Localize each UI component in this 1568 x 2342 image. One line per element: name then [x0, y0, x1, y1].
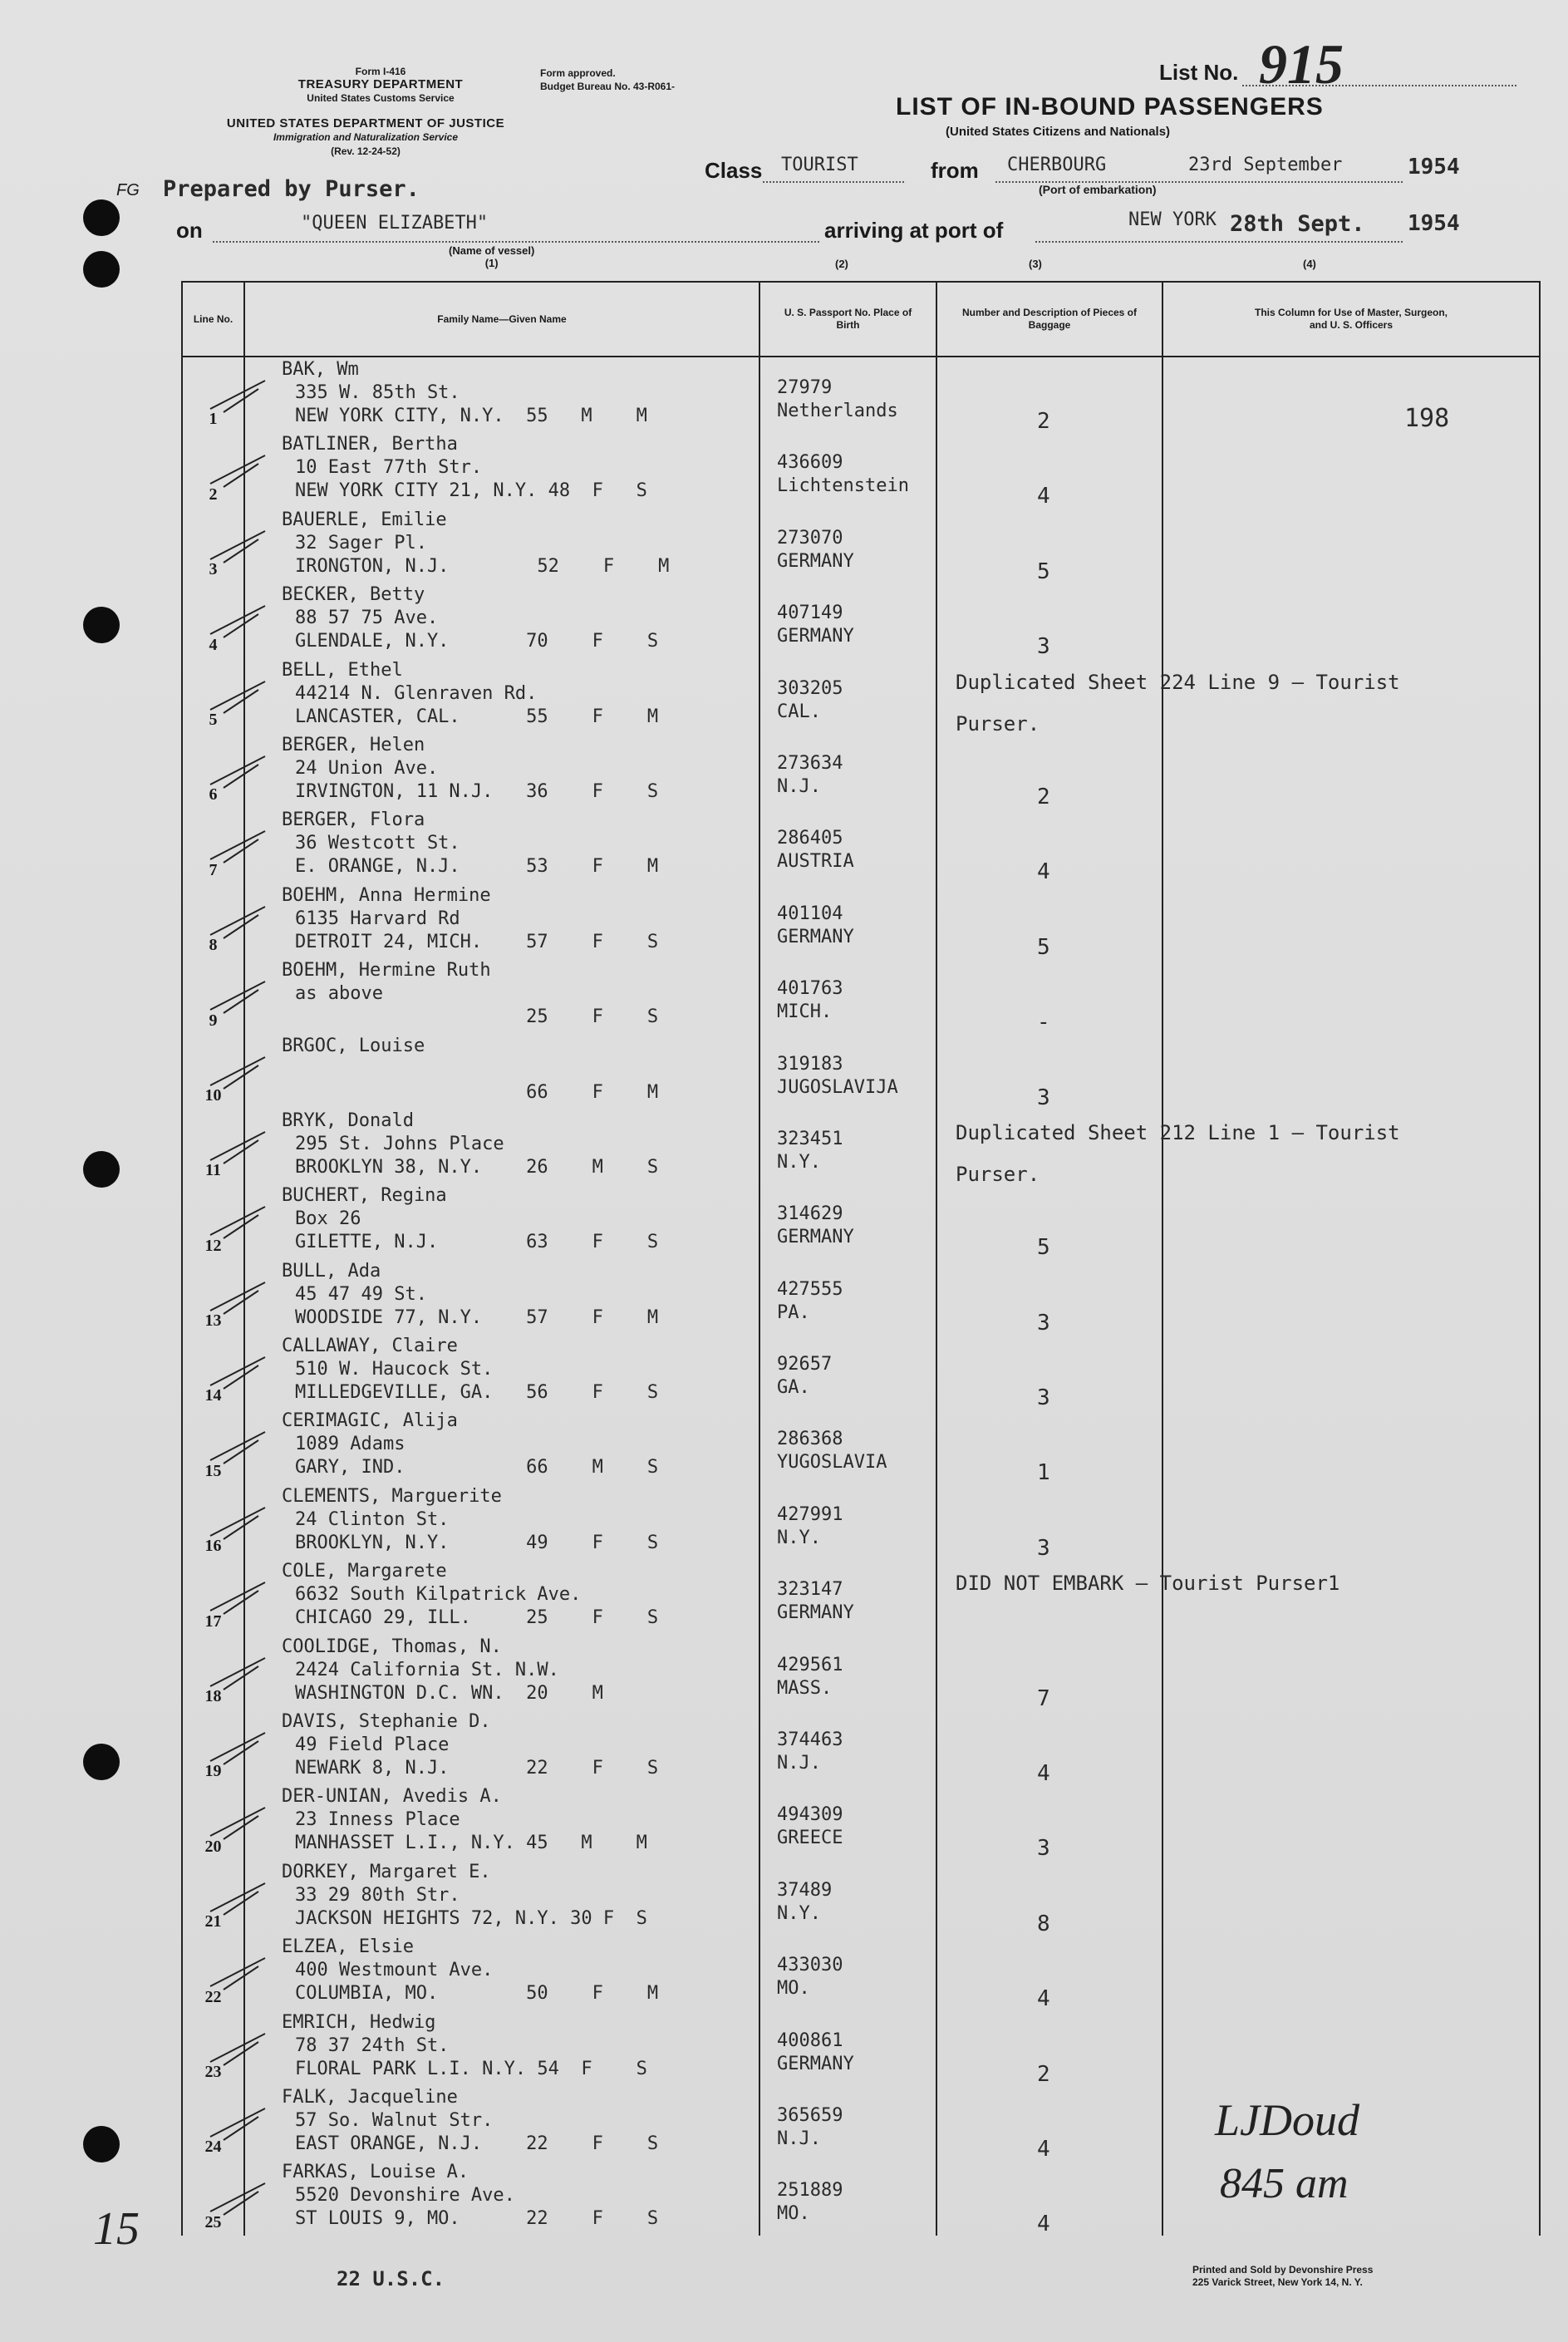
table-row — [182, 1484, 1540, 1559]
line-number: 15 — [204, 1461, 222, 1480]
passenger-city-age-sex-status: E. ORANGE, N.J. 53 F M — [295, 856, 659, 878]
header-officers: This Column for Use of Master, Surgeon, and U. S. Officers — [1162, 282, 1540, 357]
passenger-city-age-sex-status: 25 F S — [295, 1006, 659, 1028]
arrival-date: 28th Sept. — [1230, 211, 1365, 237]
passenger-city-age-sex-status: MANHASSET L.I., N.Y. 45 M M — [295, 1833, 647, 1854]
passport-number: 251889 — [777, 2180, 843, 2202]
passport-number: 407149 — [777, 603, 843, 624]
passenger-name: CERIMAGIC, Alija — [282, 1410, 458, 1432]
table-row — [182, 658, 1540, 733]
check-mark-icon — [207, 902, 273, 942]
baggage-count: 4 — [1037, 1986, 1050, 2012]
line-number: 23 — [204, 2062, 222, 2081]
place-of-birth: MASS. — [777, 1677, 833, 1699]
passenger-city-age-sex-status: IRONGTON, N.J. 52 F M — [295, 555, 670, 577]
passport-number: 273070 — [777, 527, 843, 549]
list-no-label: List No. — [1159, 60, 1239, 85]
passenger-city-age-sex-status: 66 F M — [295, 1081, 659, 1103]
passenger-address: 49 Field Place — [295, 1734, 450, 1756]
passport-number: 92657 — [777, 1354, 833, 1375]
place-of-birth: MO. — [777, 2203, 810, 2225]
place-of-birth: N.J. — [777, 775, 821, 797]
passenger-address: 23 Inness Place — [295, 1809, 460, 1831]
check-mark-icon — [207, 1277, 273, 1317]
line-number: 18 — [204, 1687, 222, 1706]
passenger-city-age-sex-status: BROOKLYN, N.Y. 49 F S — [295, 1532, 659, 1553]
passenger-address: 5520 Devonshire Ave. — [295, 2185, 515, 2207]
passenger-city-age-sex-status: GLENDALE, N.Y. 70 F S — [295, 631, 659, 652]
passenger-name: BERGER, Flora — [282, 809, 425, 831]
line-number: 4 — [209, 635, 218, 654]
customs-service: United States Customs Service — [307, 92, 455, 104]
table-row — [182, 432, 1540, 507]
passport-number: 314629 — [777, 1203, 843, 1225]
passenger-city-age-sex-status: FLORAL PARK L.I. N.Y. 54 F S — [295, 2058, 647, 2079]
ins-service: Immigration and Naturalization Service — [273, 131, 459, 143]
passenger-name: BELL, Ethel — [282, 659, 403, 681]
line-number: 10 — [204, 1085, 222, 1105]
passenger-address: 24 Clinton St. — [295, 1508, 450, 1530]
passport-number: 286368 — [777, 1429, 843, 1450]
officer-note: 198 — [1404, 404, 1450, 433]
class-label: Class — [705, 158, 763, 183]
punch-hole — [83, 2126, 120, 2162]
passenger-table — [181, 281, 1541, 2236]
list-number: 915 — [1259, 32, 1344, 96]
table-row — [182, 1784, 1540, 1859]
check-mark-icon — [207, 1427, 273, 1467]
baggage-count: 2 — [1037, 2061, 1050, 2087]
place-of-birth: GERMANY — [777, 550, 854, 572]
header-name: Family Name—Given Name — [244, 282, 759, 357]
place-of-birth: Lichtenstein — [777, 475, 909, 497]
fg-mark: FG — [116, 181, 140, 199]
passenger-address: 44214 N. Glenraven Rd. — [295, 682, 538, 704]
baggage-count: 3 — [1037, 1310, 1050, 1336]
check-mark-icon — [207, 1202, 273, 1242]
passenger-city-age-sex-status: CHICAGO 29, ILL. 25 F S — [295, 1607, 659, 1629]
col-num-3: (3) — [1029, 258, 1042, 270]
passenger-city-age-sex-status: WOODSIDE 77, N.Y. 57 F M — [295, 1306, 659, 1328]
baggage-count: 3 — [1037, 1085, 1050, 1110]
check-mark-icon — [207, 526, 273, 566]
passenger-name: BULL, Ada — [282, 1260, 381, 1282]
passenger-address: 24 Union Ave. — [295, 757, 439, 779]
baggage-count: 2 — [1037, 784, 1050, 809]
table-header-row — [182, 282, 1540, 357]
vessel-caption — [449, 244, 534, 269]
passenger-city-age-sex-status: COLUMBIA, MO. 50 F M — [295, 1983, 659, 2005]
table-row — [182, 1860, 1540, 1935]
passport-number: 365659 — [777, 2104, 843, 2126]
passport-number: 374463 — [777, 1729, 843, 1751]
passport-number: 427991 — [777, 1503, 843, 1525]
table-row — [182, 508, 1540, 583]
passenger-city-age-sex-status: EAST ORANGE, N.J. 22 F S — [295, 2133, 659, 2154]
passenger-name: BAK, Wm — [282, 359, 359, 380]
baggage-count: 3 — [1037, 1836, 1050, 1862]
table-row — [182, 883, 1540, 958]
year-arrival: 1954 — [1408, 211, 1460, 236]
from-port: CHERBOURG — [1007, 155, 1107, 175]
passport-number: 37489 — [777, 1879, 833, 1901]
port-embarkation-label: (Port of embarkation) — [1039, 183, 1157, 196]
passenger-name: BATLINER, Bertha — [282, 434, 458, 455]
check-mark-icon — [207, 1953, 273, 1993]
table-row — [182, 1259, 1540, 1334]
place-of-birth: GA. — [777, 1377, 810, 1399]
table-row — [182, 1109, 1540, 1183]
table-row — [182, 733, 1540, 808]
baggage-count: 5 — [1037, 934, 1050, 960]
line-number: 16 — [204, 1537, 222, 1556]
check-mark-icon — [207, 826, 273, 866]
table-row — [182, 1409, 1540, 1483]
line-number: 25 — [204, 2212, 222, 2231]
line-number: 8 — [209, 936, 218, 955]
passenger-name: ELZEA, Elsie — [282, 1936, 414, 1958]
passenger-address: Box 26 — [295, 1208, 361, 1230]
passport-number: 433030 — [777, 1955, 843, 1976]
prepared-by: Prepared by Purser. — [163, 176, 420, 202]
passenger-name: COOLIDGE, Thomas, N. — [282, 1636, 502, 1657]
page-subtitle: (United States Citizens and Nationals) — [946, 125, 1171, 139]
header-line-no: Line No. — [182, 282, 244, 357]
table-row — [182, 1635, 1540, 1710]
passenger-name: BUCHERT, Regina — [282, 1185, 447, 1207]
arrival-port: NEW YORK — [1128, 209, 1217, 230]
table-row — [182, 808, 1540, 883]
passenger-name: BRGOC, Louise — [282, 1035, 425, 1056]
check-mark-icon — [207, 601, 273, 641]
passport-number: 273634 — [777, 752, 843, 774]
place-of-birth: N.Y. — [777, 1902, 821, 1924]
line-number: 5 — [209, 710, 218, 729]
check-mark-icon — [207, 2178, 273, 2218]
form-header-left — [273, 65, 489, 105]
passenger-address: 1089 Adams — [295, 1434, 406, 1455]
place-of-birth: JUGOSLAVIJA — [777, 1076, 898, 1098]
passenger-address: 45 47 49 St. — [295, 1283, 427, 1305]
passenger-address: 295 St. Johns Place — [295, 1133, 504, 1154]
table-row — [182, 1710, 1540, 1784]
place-of-birth: GERMANY — [777, 1602, 854, 1624]
revision: (Rev. 12-24-52) — [331, 145, 401, 157]
passport-number: 401763 — [777, 978, 843, 1000]
baggage-count: 5 — [1037, 1235, 1050, 1261]
passenger-city-age-sex-status: NEW YORK CITY 21, N.Y. 48 F S — [295, 480, 647, 502]
treasury-dept: TREASURY DEPARTMENT — [297, 77, 464, 91]
budget-number: Budget Bureau No. 43-R061- — [540, 81, 676, 92]
table-row — [182, 1559, 1540, 1634]
line-number: 21 — [204, 1912, 222, 1931]
passenger-address: 33 29 80th Str. — [295, 1884, 460, 1906]
passenger-city-age-sex-status: JACKSON HEIGHTS 72, N.Y. 30 F S — [295, 1907, 647, 1929]
passenger-name: FALK, Jacqueline — [282, 2086, 458, 2108]
passenger-address: as above — [295, 983, 383, 1005]
passenger-address: 400 Westmount Ave. — [295, 1960, 494, 1981]
passenger-name: COLE, Margarete — [282, 1561, 447, 1582]
form-approval — [540, 66, 675, 93]
passport-number: 286405 — [777, 828, 843, 849]
passenger-city-age-sex-status: GARY, IND. 66 M S — [295, 1457, 659, 1479]
line-number: 2 — [209, 485, 218, 504]
check-mark-icon — [207, 450, 273, 490]
passport-number: 429561 — [777, 1654, 843, 1675]
line-number: 17 — [204, 1611, 222, 1631]
passenger-address: 510 W. Haucock St. — [295, 1359, 494, 1380]
line-number: 13 — [204, 1311, 222, 1331]
vessel-name: "QUEEN ELIZABETH" — [301, 213, 489, 234]
printer-line-1: Printed and Sold by Devonshire Press — [1192, 2264, 1374, 2276]
baggage-count: - — [1037, 1010, 1050, 1036]
place-of-birth: N.Y. — [777, 1527, 821, 1548]
arriving-label: arriving at port of — [824, 218, 1004, 243]
baggage-count: 5 — [1037, 558, 1050, 584]
col-num-1: (1) — [484, 257, 499, 269]
passenger-name: CLEMENTS, Marguerite — [282, 1485, 502, 1507]
passenger-address: 10 East 77th Str. — [295, 457, 483, 479]
justice-dept: UNITED STATES DEPARTMENT OF JUSTICE — [226, 116, 505, 130]
passport-number: 303205 — [777, 677, 843, 699]
place-of-birth: GERMANY — [777, 626, 854, 647]
passenger-address: 2424 California St. N.W. — [295, 1659, 559, 1680]
line-number: 20 — [204, 1837, 222, 1856]
passport-number: 323451 — [777, 1128, 843, 1149]
place-of-birth: PA. — [777, 1301, 810, 1323]
class-value: TOURIST — [781, 155, 858, 175]
place-of-birth: MICH. — [777, 1001, 833, 1023]
baggage-count: 4 — [1037, 2212, 1050, 2237]
place-of-birth: MO. — [777, 1978, 810, 2000]
check-mark-icon — [207, 977, 273, 1016]
line-number: 24 — [204, 2138, 222, 2157]
passenger-address: 36 Westcott St. — [295, 833, 460, 854]
officer-note: Duplicated Sheet 212 Line 1 — Tourist Purser. — [956, 1120, 1400, 1186]
check-mark-icon — [207, 1127, 273, 1167]
passenger-address: 335 W. 85th St. — [295, 382, 460, 403]
printer-credit — [1192, 2264, 1373, 2289]
baggage-count: 7 — [1037, 1685, 1050, 1711]
from-label: from — [931, 158, 979, 183]
col-num-2: (2) — [835, 258, 848, 270]
table-row — [182, 2010, 1540, 2085]
inspection-time: 845 am — [1220, 2160, 1349, 2207]
check-mark-icon — [207, 1577, 273, 1617]
table-row — [182, 357, 1540, 432]
passenger-address: 6135 Harvard Rd — [295, 908, 460, 929]
punch-hole — [83, 251, 120, 288]
line-number: 12 — [204, 1236, 222, 1255]
place-of-birth: GERMANY — [777, 926, 854, 947]
punch-hole — [83, 199, 120, 236]
passenger-name: BAUERLE, Emilie — [282, 509, 447, 530]
place-of-birth: N.Y. — [777, 1151, 821, 1173]
inspector-initials: LJDoud — [1215, 2095, 1359, 2145]
passport-number: 319183 — [777, 1053, 843, 1075]
on-label: on — [176, 218, 203, 243]
baggage-count: 3 — [1037, 634, 1050, 660]
place-of-birth: YUGOSLAVIA — [777, 1452, 887, 1474]
header-passport: U. S. Passport No. Place of Birth — [759, 282, 936, 357]
table-row — [182, 1183, 1540, 1258]
passenger-city-age-sex-status: MILLEDGEVILLE, GA. 56 F S — [295, 1382, 659, 1404]
passenger-city-age-sex-status: IRVINGTON, 11 N.J. 36 F S — [295, 780, 659, 802]
passenger-address: 78 37 24th St. — [295, 2034, 450, 2056]
table-row — [182, 1034, 1540, 1109]
passenger-city-age-sex-status: NEW YORK CITY, N.Y. 55 M M — [295, 406, 647, 426]
col-num-4: (4) — [1303, 258, 1316, 270]
punch-hole — [83, 1151, 120, 1188]
table-row — [182, 583, 1540, 657]
place-of-birth: GERMANY — [777, 2053, 854, 2074]
passenger-address: 88 57 75 Ave. — [295, 608, 439, 629]
passenger-city-age-sex-status: DETROIT 24, MICH. 57 F S — [295, 931, 659, 952]
header-baggage: Number and Description of Pieces of Baggage — [936, 282, 1162, 357]
form-approved: Form approved. — [540, 67, 616, 79]
passport-number: 323147 — [777, 1579, 843, 1601]
place-of-birth: CAL. — [777, 701, 821, 722]
passenger-name: BERGER, Helen — [282, 734, 425, 755]
margin-note: 15 — [93, 2203, 140, 2255]
passport-number: 401104 — [777, 903, 843, 924]
passenger-name: DAVIS, Stephanie D. — [282, 1711, 491, 1733]
form-number: Form I-416 — [355, 66, 406, 77]
check-mark-icon — [207, 1503, 273, 1542]
baggage-count: 4 — [1037, 859, 1050, 885]
punch-hole — [83, 607, 120, 643]
passenger-name: FARKAS, Louise A. — [282, 2162, 469, 2183]
punch-hole — [83, 1744, 120, 1780]
baggage-count: 2 — [1037, 409, 1050, 434]
passport-number: 27979 — [777, 377, 833, 398]
check-mark-icon — [207, 1728, 273, 1768]
passport-number: 494309 — [777, 1804, 843, 1826]
check-mark-icon — [207, 1803, 273, 1843]
page-title: LIST OF IN-BOUND PASSENGERS — [896, 93, 1324, 121]
passenger-city-age-sex-status: WASHINGTON D.C. WN. 20 M — [295, 1682, 603, 1704]
officer-note: Duplicated Sheet 224 Line 9 — Tourist Purser. — [956, 670, 1400, 736]
passport-number: 427555 — [777, 1278, 843, 1300]
line-number: 11 — [205, 1161, 221, 1180]
check-mark-icon — [207, 2029, 273, 2069]
line-number: 9 — [209, 1011, 218, 1030]
passenger-name: DORKEY, Margaret E. — [282, 1861, 491, 1882]
place-of-birth: Netherlands — [777, 401, 898, 421]
baggage-count: 3 — [1037, 1535, 1050, 1561]
table-row — [182, 1334, 1540, 1409]
from-date: 23rd September — [1188, 155, 1343, 175]
table-row — [182, 1935, 1540, 2010]
footer-statute: 22 U.S.C. — [337, 2267, 445, 2290]
passport-number: 436609 — [777, 452, 843, 474]
place-of-birth: N.J. — [777, 2128, 821, 2149]
check-mark-icon — [207, 376, 273, 416]
check-mark-icon — [207, 1878, 273, 1918]
check-mark-icon — [207, 751, 273, 791]
baggage-count: 4 — [1037, 2136, 1050, 2162]
passenger-address: 32 Sager Pl. — [295, 532, 427, 554]
line-number: 7 — [209, 860, 218, 879]
place-of-birth: AUSTRIA — [777, 851, 854, 873]
check-mark-icon — [207, 1352, 273, 1392]
passenger-address: 57 So. Walnut Str. — [295, 2109, 494, 2131]
baggage-count: 4 — [1037, 1761, 1050, 1787]
check-mark-icon — [207, 1653, 273, 1693]
officer-note: DID NOT EMBARK — Tourist Purser1 — [956, 1572, 1340, 1596]
passenger-name: CALLAWAY, Claire — [282, 1336, 458, 1357]
baggage-count: 8 — [1037, 1911, 1050, 1936]
justice-block — [174, 116, 557, 159]
year-from: 1954 — [1408, 155, 1460, 180]
table-row — [182, 958, 1540, 1033]
passenger-city-age-sex-status: LANCASTER, CAL. 55 F M — [295, 706, 659, 727]
place-of-birth: GREECE — [777, 1828, 843, 1849]
place-of-birth: N.J. — [777, 1753, 821, 1774]
check-mark-icon — [207, 2103, 273, 2143]
baggage-count: 3 — [1037, 1385, 1050, 1411]
line-number: 14 — [204, 1386, 222, 1405]
check-mark-icon — [207, 1052, 273, 1092]
passenger-name: BECKER, Betty — [282, 584, 425, 606]
passport-number: 400861 — [777, 2030, 843, 2051]
passenger-name: BOEHM, Hermine Ruth — [282, 960, 491, 982]
line-number: 1 — [209, 410, 218, 429]
passenger-name: DER-UNIAN, Avedis A. — [282, 1786, 502, 1808]
passenger-address: 6632 South Kilpatrick Ave. — [295, 1584, 582, 1606]
passenger-city-age-sex-status: ST LOUIS 9, MO. 22 F S — [295, 2208, 659, 2230]
passenger-city-age-sex-status: GILETTE, N.J. 63 F S — [295, 1232, 659, 1253]
place-of-birth: GERMANY — [777, 1227, 854, 1248]
passenger-name: EMRICH, Hedwig — [282, 2011, 436, 2033]
passenger-city-age-sex-status: NEWARK 8, N.J. 22 F S — [295, 1758, 659, 1779]
line-number: 19 — [204, 1762, 222, 1781]
vessel-label: (Name of vessel) — [449, 244, 535, 257]
line-number: 22 — [204, 1987, 222, 2006]
baggage-count: 4 — [1037, 484, 1050, 509]
line-number: 6 — [209, 785, 218, 804]
check-mark-icon — [207, 677, 273, 716]
printer-line-2: 225 Varick Street, New York 14, N. Y. — [1192, 2276, 1363, 2288]
line-number: 3 — [209, 560, 218, 579]
passenger-name: BOEHM, Anna Hermine — [282, 884, 491, 906]
passenger-city-age-sex-status: BROOKLYN 38, N.Y. 26 M S — [295, 1156, 659, 1178]
baggage-count: 1 — [1037, 1460, 1050, 1486]
passenger-name: BRYK, Donald — [282, 1109, 414, 1131]
